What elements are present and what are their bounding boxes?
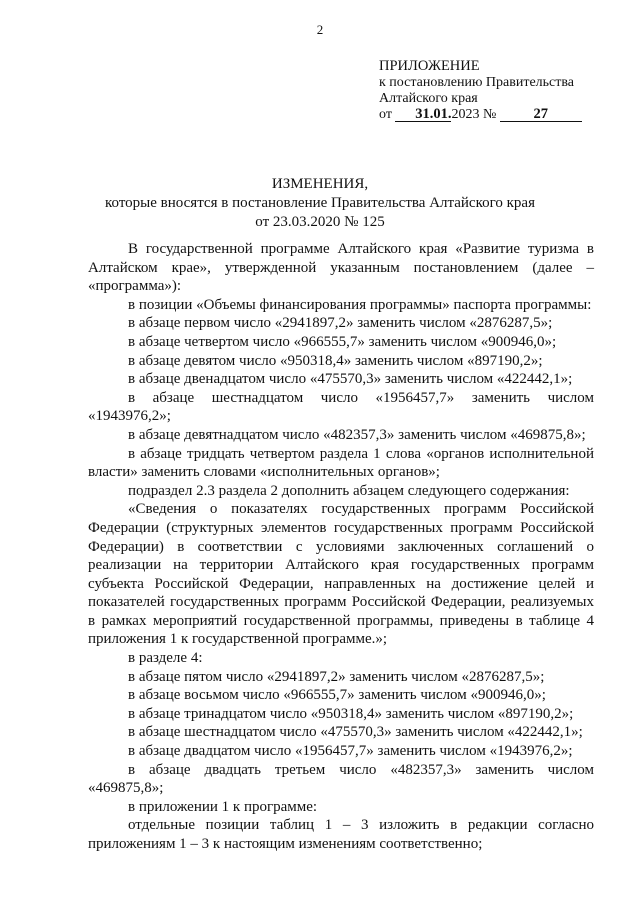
date-field: 31.01. [395, 107, 451, 122]
appendix-title: ПРИЛОЖЕНИЕ [379, 58, 480, 74]
appendix-line-1: к постановлению Правительства [379, 75, 575, 90]
paragraph: В государственной программе Алтайского края «Развитие туризма в Алтайском крае», утвержденной указанным постановлением (далее – «программа»): [88, 241, 594, 295]
paragraph: в абзаце шестнадцатом число «475570,3» заменить числом «422442,1»; [128, 724, 583, 741]
paragraph: в абзаце тринадцатом число «950318,4» заменить числом «897190,2»; [128, 705, 574, 722]
paragraph: в абзаце первом число «2941897,2» заменить числом «2876287,5»; [128, 315, 553, 332]
paragraph: отдельные позиции таблиц 1 – 3 изложить в редакции согласно приложениям 1 – 3 к настоящим изменениям соответственно; [88, 817, 594, 852]
appendix-date-line [379, 107, 582, 123]
document-heading [0, 175, 640, 232]
heading-title: ИЗМЕНЕНИЯ, [271, 176, 369, 192]
paragraph: в абзаце девятнадцатом число «482357,3» заменить числом «469875,8»; [128, 426, 586, 443]
document-body [88, 240, 594, 854]
paragraph: в позиции «Объемы финансирования программы» паспорта программы: [128, 296, 592, 313]
paragraph: в абзаце тридцать четвертом раздела 1 слова «органов исполнительной власти» заменить словами «исполнительных органов»; [88, 445, 594, 481]
heading-line-1: которые вносятся в постановление Правительства Алтайского края [104, 195, 535, 211]
paragraph: в абзаце шестнадцатом число «1956457,7» заменить числом «1943976,2»; [88, 389, 594, 425]
paragraph: в абзаце двенадцатом число «475570,3» заменить числом «422442,1»; [128, 371, 573, 388]
paragraph: в абзаце двадцатом число «1956457,7» заменить числом «1943976,2»; [128, 743, 573, 760]
number-field: 27 [500, 107, 582, 122]
number-sign: № [482, 107, 497, 122]
paragraph: «Сведения о показателях государственных программ Российской Федерации (структурных элементов государственных программ Российской Федерации) в соответствии с условиями заключенных соглашений о реализации на территории Алтайского края государственных программ субъекта Российской Федерации, направленных на достижение целей и показателей государственных программ Российской Федерации, реализуемых в рамках мероприятий государственной программы, приведены в таблице 4 приложения 1 к государственной программе.»; [88, 501, 594, 648]
paragraph: в абзаце четвертом число «966555,7» заменить числом «900946,0»; [128, 333, 557, 350]
heading-line-2: от 23.03.2020 № 125 [255, 214, 385, 230]
paragraph: в разделе 4: [128, 650, 203, 667]
appendix-block [379, 58, 582, 123]
paragraph: в абзаце девятом число «950318,4» заменить числом «897190,2»; [128, 352, 543, 369]
date-year: 2023 [451, 107, 480, 122]
date-prefix: от [379, 107, 392, 122]
appendix-line-2: Алтайского края [379, 91, 478, 106]
paragraph: подраздел 2.3 раздела 2 дополнить абзацем следующего содержания: [128, 482, 570, 499]
paragraph: в абзаце двадцать третьем число «482357,3» заменить числом «469875,8»; [88, 761, 594, 797]
paragraph: в приложении 1 к программе: [128, 798, 318, 815]
paragraph: в абзаце восьмом число «966555,7» заменить числом «900946,0»; [128, 687, 546, 704]
page-number: 2 [316, 22, 324, 37]
paragraph: в абзаце пятом число «2941897,2» заменить числом «2876287,5»; [128, 668, 545, 685]
